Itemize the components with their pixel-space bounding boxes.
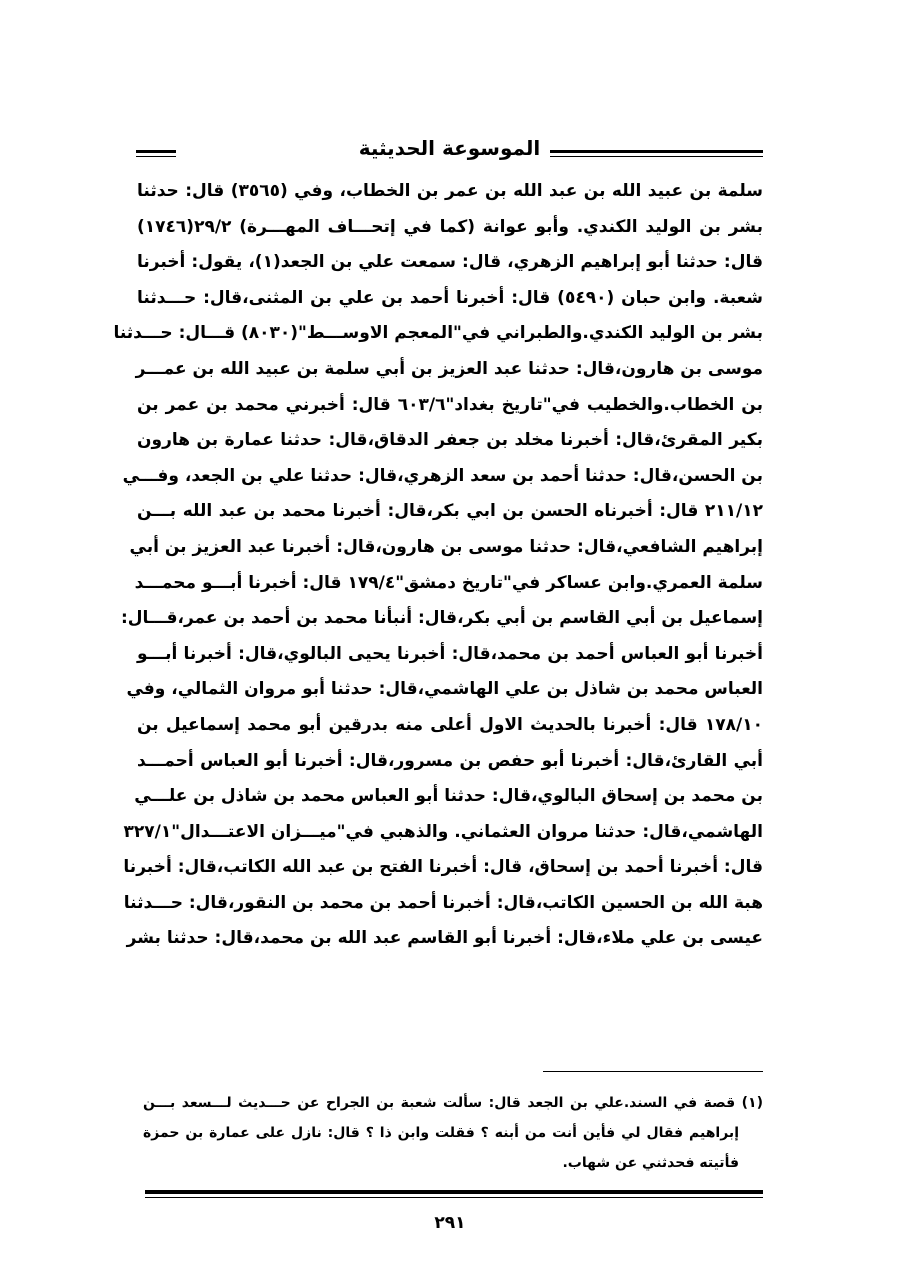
text-line: سلمة بن عبيد الله بن عبد الله بن عمر بن الخطاب، وفي (٣٥٦٥) قال: حدثنا — [137, 181, 763, 201]
text-line: إسماعيل بن أبي القاسم بن أبي بكر،قال: أنبأنا محمد بن أحمد بن عمر،قـــال: — [121, 608, 763, 629]
text-line: العباس محمد بن شاذل بن علي الهاشمي،قال: حدثنا أبو مروان الثمالي، وفي — [126, 679, 763, 700]
header-title: الموسوعة الحديثية — [349, 136, 551, 160]
text-line: بكير المقرئ،قال: أخبرنا مخلد بن جعفر الدقاق،قال: حدثنا عمارة بن هارون — [137, 430, 763, 451]
text-line: أبي القارئ،قال: أخبرنا أبو حفص بن مسرور،قال: أخبرنا أبو العباس أحمـــد — [137, 750, 763, 771]
text-line: بن الخطاب.والخطيب في"تاريخ بغداد"٦٠٣/٦ قال: أخبرني محمد بن عمر بن — [137, 394, 763, 415]
page-number: ٢٩١ — [434, 1213, 466, 1233]
text-line: الهاشمي،قال: حدثنا مروان العثماني. والذهبي في"ميـــزان الاعتـــدال"٣٢٧/١ — [123, 821, 763, 842]
text-line: هبة الله بن الحسين الكاتب،قال: أخبرنا أحمد بن محمد بن النقور،قال: حـــدثنا — [123, 892, 763, 913]
text-line: أخبرنا أبو العباس أحمد بن محمد،قال: أخبرنا يحيى البالوي،قال: أخبرنا أبـــو — [137, 643, 763, 664]
footnotes — [143, 1088, 763, 1178]
footnote-line: إبراهيم فقال لي فأين أنت من أبنه ؟ فقلت وابن ذا ؟ قال: نازل على عمارة بن حمزة — [143, 1125, 739, 1141]
bottom-rule-thin — [145, 1197, 763, 1198]
text-line: سلمة العمري.وابن عساكر في"تاريخ دمشق"١٧٩/٤ قال: أخبرنا أبـــو محمـــد — [134, 572, 763, 593]
text-line: موسى بن هارون،قال: حدثنا عبد العزيز بن أبي سلمة بن عبيد الله بن عمـــر — [135, 358, 763, 379]
text-line: عيسى بن علي ملاء،قال: أخبرنا أبو القاسم عبد الله بن محمد،قال: حدثنا بشر — [126, 928, 763, 949]
text-line: ٢١١/١٢ قال: أخبرناه الحسن بن ابي بكر،قال: أخبرنا محمد بن عبد الله بـــن — [137, 501, 763, 522]
text-line: قال: حدثنا أبو إبراهيم الزهري، قال: سمعت علي بن الجعد(١)، يقول: أخبرنا — [137, 252, 763, 273]
bottom-rule-thick — [145, 1190, 763, 1194]
text-line: بشر بن الوليد الكندي.والطبراني في"المعجم الاوســـط"(٨٠٣٠) قـــال: حـــدثنا — [113, 323, 763, 344]
text-line: قال: أخبرنا أحمد بن إسحاق، قال: أخبرنا الفتح بن عبد الله الكاتب،قال: أخبرنا — [123, 857, 763, 878]
running-header — [136, 128, 763, 168]
text-line: شعبة. وابن حبان (٥٤٩٠) قال: أخبرنا أحمد بن علي بن المثنى،قال: حـــدثنا — [137, 287, 763, 308]
text-line: بن الحسن،قال: حدثنا أحمد بن سعد الزهري،قال: حدثنا علي بن الجعد، وفـــي — [122, 465, 763, 486]
text-line: بن محمد بن إسحاق البالوي،قال: حدثنا أبو العباس محمد بن شاذل بن علـــي — [134, 786, 763, 807]
text-line: بشر بن الوليد الكندي. وأبو عوانة (كما في إتحـــاف المهـــرة) ٢٩/٢(١٧٤٦) — [137, 216, 763, 237]
footnote-line: فأتيته فحدثني عن شهاب. — [562, 1155, 739, 1171]
text-line: إبراهيم الشافعي،قال: حدثنا موسى بن هارون،قال: أخبرنا عبد العزيز بن أبي — [129, 536, 763, 557]
text-line: ١٧٨/١٠ قال: أخبرنا بالحديث الاول أعلى منه بدرقين أبو محمد إسماعيل بن — [137, 714, 763, 735]
footnote-separator — [543, 1071, 763, 1072]
footnote-line: (١) قصة في السند.علي بن الجعد قال: سألت شعبة بن الجراح عن حـــديث لـــسعد بـــن — [143, 1095, 763, 1111]
header-title-wrap — [136, 128, 763, 168]
main-text — [113, 174, 763, 957]
